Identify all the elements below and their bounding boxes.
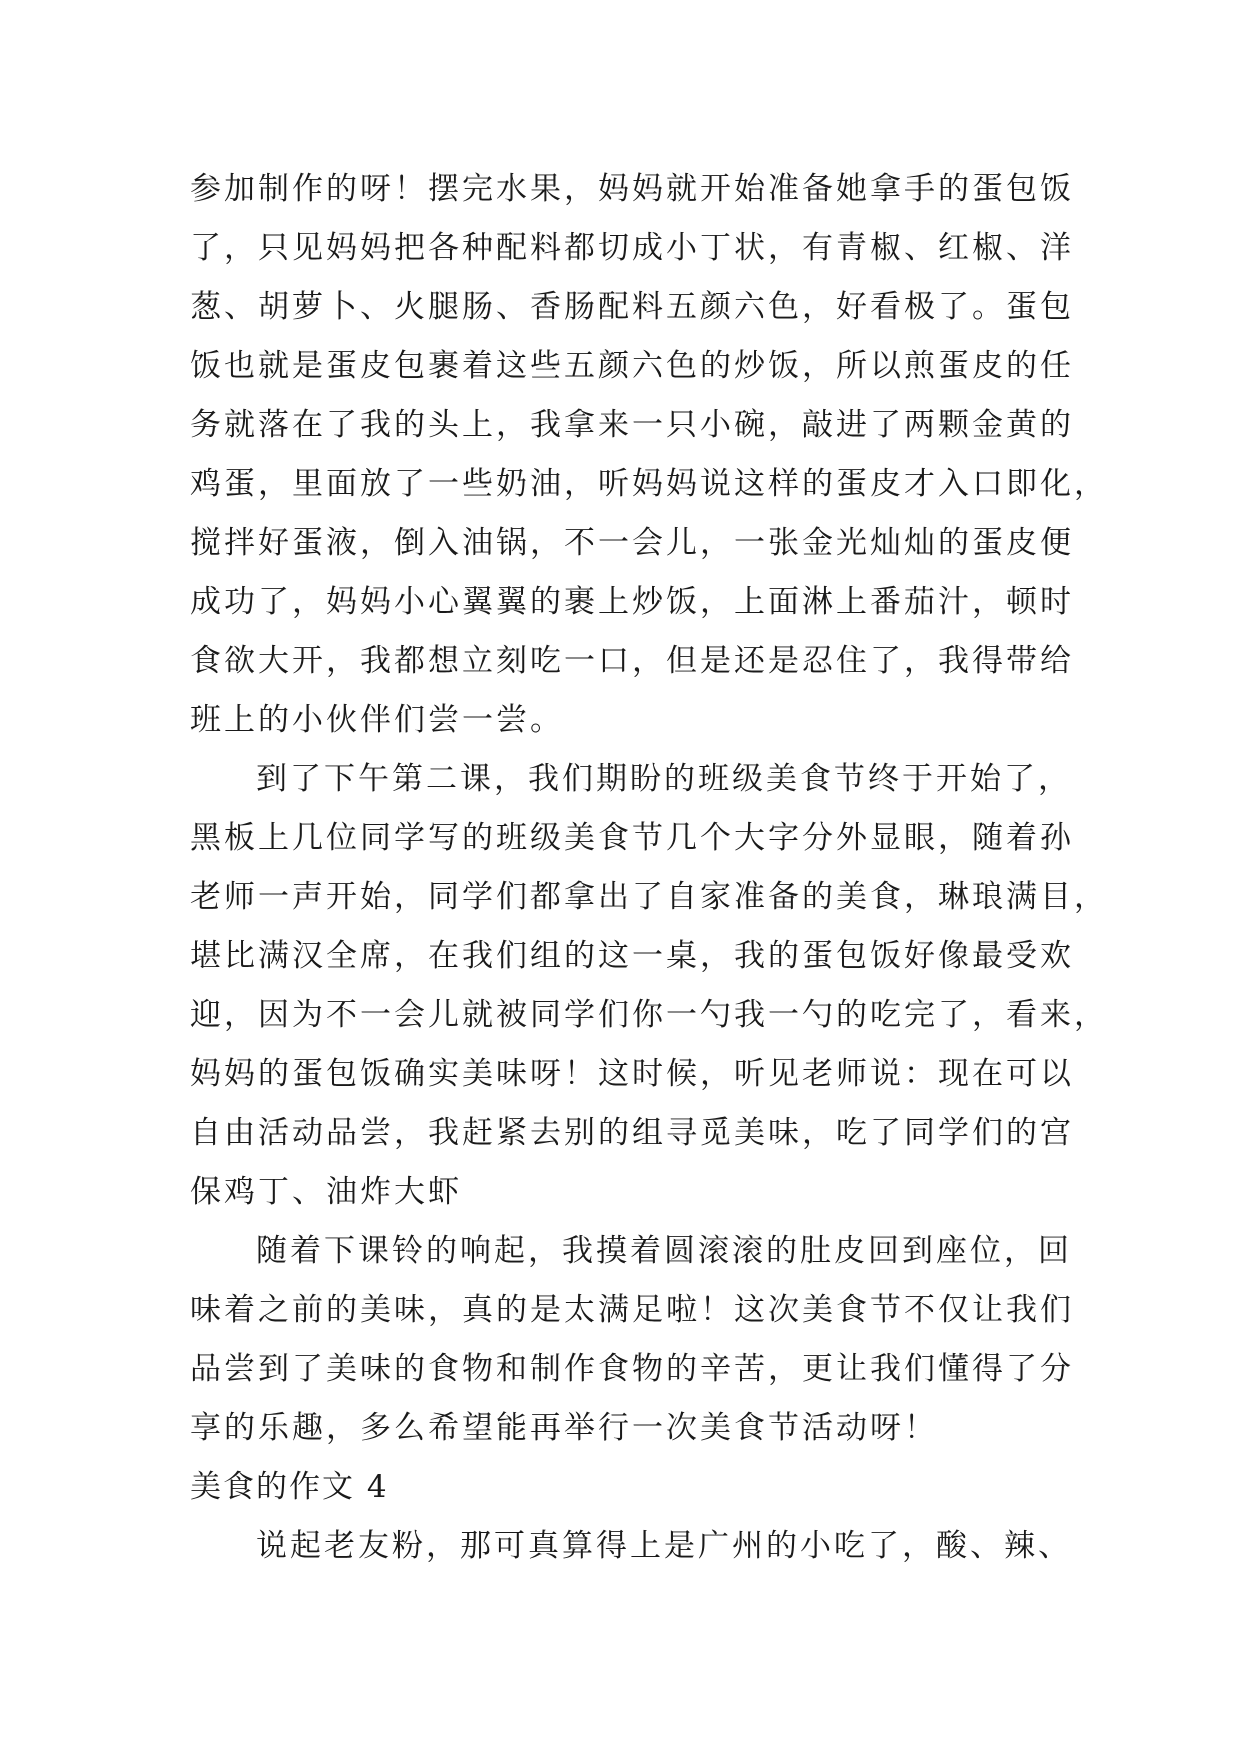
paragraph-start-line: 说起老友粉，那可真算得上是广州的小吃了，酸、辣、: [256, 1528, 1072, 1564]
text-line: 班上的小伙伴们尝一尝。: [190, 702, 564, 738]
text-line: 老师一声开始，同学们都拿出了自家准备的美食，琳琅满目，: [190, 879, 1108, 915]
text-line: 堪比满汉全席，在我们组的这一桌，我的蛋包饭好像最受欢: [190, 938, 1074, 974]
paragraph-start-line: 到了下午第二课，我们期盼的班级美食节终于开始了，: [256, 761, 1072, 797]
text-line: 葱、胡萝卜、火腿肠、香肠配料五颜六色，好看极了。蛋包: [190, 289, 1074, 325]
text-line: 保鸡丁、油炸大虾: [190, 1174, 462, 1210]
text-line: 妈妈的蛋包饭确实美味呀！这时候，听见老师说：现在可以: [190, 1056, 1074, 1092]
essay-text: [190, 160, 1108, 1576]
text-line: 饭也就是蛋皮包裹着这些五颜六色的炒饭，所以煎蛋皮的任: [190, 348, 1074, 384]
text-line: 成功了，妈妈小心翼翼的裹上炒饭，上面淋上番茄汁，顿时: [190, 584, 1074, 620]
text-line: 务就落在了我的头上，我拿来一只小碗，敲进了两颗金黄的: [190, 407, 1074, 443]
paragraph-start-line: 随着下课铃的响起，我摸着圆滚滚的肚皮回到座位，回: [256, 1233, 1072, 1269]
section-heading: 美食的作文 4: [190, 1469, 389, 1505]
text-line: 享的乐趣，多么希望能再举行一次美食节活动呀！: [190, 1410, 938, 1446]
text-line: 参加制作的呀！摆完水果，妈妈就开始准备她拿手的蛋包饭: [190, 171, 1074, 207]
text-line: 鸡蛋，里面放了一些奶油，听妈妈说这样的蛋皮才入口即化，: [190, 466, 1108, 502]
text-line: 搅拌好蛋液，倒入油锅，不一会儿，一张金光灿灿的蛋皮便: [190, 525, 1074, 561]
text-line: 味着之前的美味，真的是太满足啦！这次美食节不仅让我们: [190, 1292, 1074, 1328]
text-line: 食欲大开，我都想立刻吃一口，但是还是忍住了，我得带给: [190, 643, 1074, 679]
text-line: 黑板上几位同学写的班级美食节几个大字分外显眼，随着孙: [190, 820, 1074, 856]
text-line: 品尝到了美味的食物和制作食物的辛苦，更让我们懂得了分: [190, 1351, 1074, 1387]
text-line: 了，只见妈妈把各种配料都切成小丁状，有青椒、红椒、洋: [190, 230, 1074, 266]
text-line: 自由活动品尝，我赶紧去别的组寻觅美味，吃了同学们的宫: [190, 1115, 1074, 1151]
text-line: 迎，因为不一会儿就被同学们你一勺我一勺的吃完了，看来，: [190, 997, 1108, 1033]
